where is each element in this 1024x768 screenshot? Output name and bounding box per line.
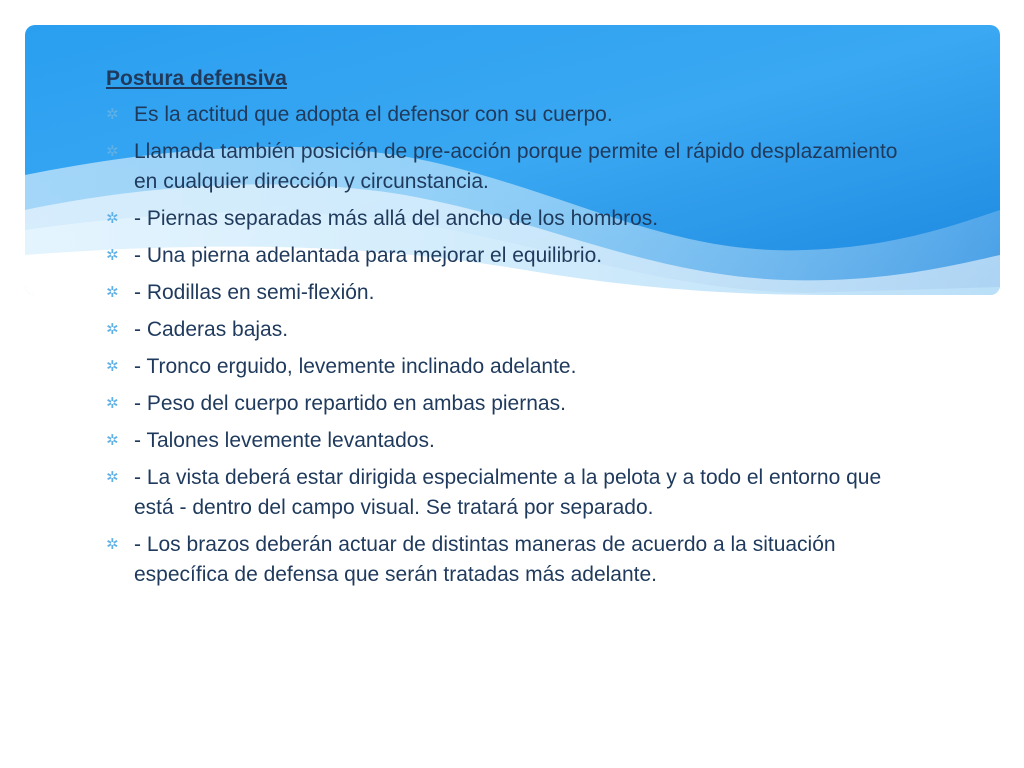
list-item bbox=[106, 100, 926, 130]
list-item-text: - La vista deberá estar dirigida especialmente a la pelota y a todo el entorno que está - dentro del campo visual. Se tratará por separado. bbox=[134, 466, 882, 519]
list-item-text: - Talones levemente levantados. bbox=[134, 429, 435, 452]
list-item-text: - Los brazos deberán actuar de distintas maneras de acuerdo a la situación específica de defensa que serán tratadas más adelante. bbox=[134, 533, 836, 586]
asterisk-bullet-icon: ✲ bbox=[106, 284, 119, 301]
asterisk-bullet-icon: ✲ bbox=[106, 321, 119, 338]
list-item bbox=[106, 463, 926, 523]
slide-heading: Postura defensiva bbox=[106, 67, 287, 90]
list-item-text: - Una pierna adelantada para mejorar el equilibrio. bbox=[134, 244, 603, 267]
list-item bbox=[106, 204, 926, 234]
list-item-text: Es la actitud que adopta el defensor con su cuerpo. bbox=[134, 103, 613, 126]
asterisk-bullet-icon: ✲ bbox=[106, 395, 119, 412]
list-item-text: Llamada también posición de pre-acción porque permite el rápido desplazamiento en cualquier dirección y circunstancia. bbox=[134, 140, 898, 193]
asterisk-bullet-icon: ✲ bbox=[106, 143, 119, 160]
list-item bbox=[106, 426, 926, 456]
list-item bbox=[106, 241, 926, 271]
list-item bbox=[106, 352, 926, 382]
list-item bbox=[106, 315, 926, 345]
list-item-text: - Piernas separadas más allá del ancho de los hombros. bbox=[134, 207, 659, 230]
list-item-text: - Rodillas en semi-flexión. bbox=[134, 281, 375, 304]
asterisk-bullet-icon: ✲ bbox=[106, 106, 119, 123]
asterisk-bullet-icon: ✲ bbox=[106, 536, 119, 553]
asterisk-bullet-icon: ✲ bbox=[106, 432, 119, 449]
list-item bbox=[106, 389, 926, 419]
asterisk-bullet-icon: ✲ bbox=[106, 358, 119, 375]
list-item-text: - Peso del cuerpo repartido en ambas piernas. bbox=[134, 392, 566, 415]
asterisk-bullet-icon: ✲ bbox=[106, 210, 119, 227]
list-item-text: - Caderas bajas. bbox=[134, 318, 289, 341]
list-item bbox=[106, 530, 926, 590]
asterisk-bullet-icon: ✲ bbox=[106, 469, 119, 486]
list-item-text: - Tronco erguido, levemente inclinado adelante. bbox=[134, 355, 577, 378]
list-item bbox=[106, 278, 926, 308]
asterisk-bullet-icon: ✲ bbox=[106, 247, 119, 264]
bullet-list bbox=[106, 100, 926, 590]
list-item bbox=[106, 137, 926, 197]
slide-content bbox=[106, 64, 926, 597]
